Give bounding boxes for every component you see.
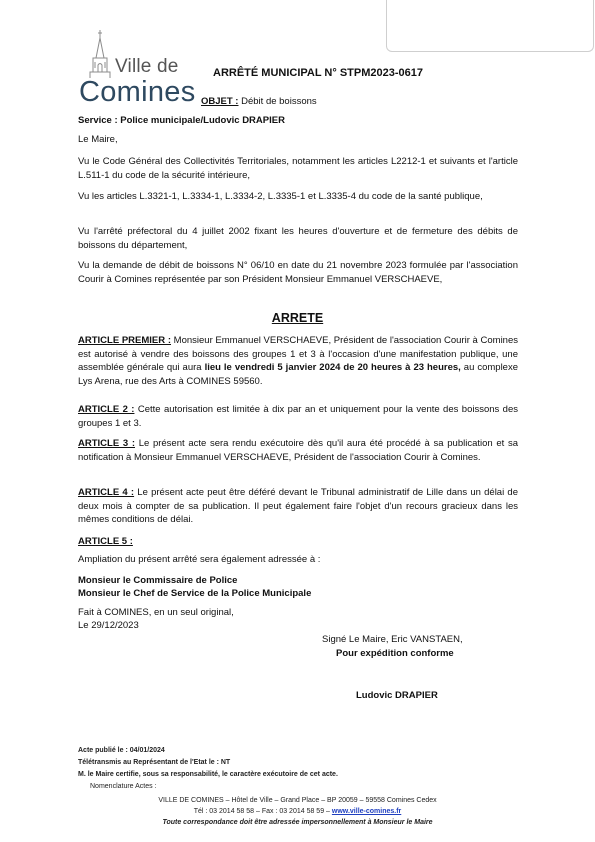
expedition-conforme: Pour expédition conforme <box>336 648 454 659</box>
vu-paragraph-4: Vu la demande de débit de boissons N° 06/10 en date du 21 novembre 2023 formulée par l'association Courir à Comines représentée par son Président Monsieur Emmanuel VERSCHAEVE, <box>78 260 518 285</box>
objet-label: OBJET : <box>201 96 239 107</box>
footer-contact <box>0 808 595 815</box>
destinataire-2: Monsieur le Chef de Service de la Police Municipale <box>78 588 312 599</box>
vu-paragraph-3: Vu l'arrêté préfectoral du 4 juillet 2002 fixant les heures d'ouverture et de fermeture des débits de boissons du département, <box>78 226 518 251</box>
article-4 <box>78 486 518 527</box>
article-premier-date: lieu le vendredi 5 janvier 2024 de 20 heures à 23 heures, <box>204 362 461 373</box>
article-4-text: Le présent acte peut être déféré devant le Tribunal administratif de Lille dans un délai de deux mois à compter de sa publication. Il peut également faire l'objet d'un recours gracieux dans les mêmes conditions de délai. <box>78 487 518 525</box>
objet-text: Débit de boissons <box>238 96 317 107</box>
article-premier <box>78 334 518 388</box>
logo-comines-text: Comines <box>79 76 196 108</box>
ampliation-line: Ampliation du présent arrêté sera également adressée à : <box>78 554 321 565</box>
footer-publie: Acte publié le : 04/01/2024 <box>78 747 165 754</box>
le-maire: Le Maire, <box>78 134 118 145</box>
objet-line <box>201 96 317 107</box>
article-3-text: Le présent acte sera rendu exécutoire dès qu'il aura été procédé à sa publication et sa notification à Monsieur Emmanuel VERSCHAEVE, Président de l'association Courir à Comines. <box>78 438 519 463</box>
document-title: ARRÊTÉ MUNICIPAL N° STPM2023-0617 <box>213 67 423 79</box>
footer-tel-fax: Tél : 03 2014 58 58 – Fax : 03 2014 58 59 – <box>193 808 332 815</box>
fait-a-comines: Fait à COMINES, en un seul original, <box>78 607 234 618</box>
article-3-label: ARTICLE 3 : <box>78 438 135 449</box>
service-line: Service : Police municipale/Ludovic DRAPIER <box>78 115 285 126</box>
article-3 <box>78 437 518 464</box>
footer-teletransmis: Télétransmis au Représentant de l'Etat le : NT <box>78 759 231 766</box>
footer-correspondance: Toute correspondance doit être adressée impersonnellement à Monsieur le Maire <box>162 819 433 826</box>
date-line: Le 29/12/2023 <box>78 620 139 631</box>
article-premier-text: Monsieur Emmanuel VERSCHAEVE, Président de l'association Courir à Comines est autorisé à vendre des boissons des groupes 1 et 3 à l'occasion d'une manifestation publique, une assemblée générale qui aura <box>78 335 518 373</box>
article-premier-place: au complexe Lys Arena, rue des Arts à COMINES 59560. <box>78 362 518 387</box>
footer-certifie: M. le Maire certifie, sous sa responsabilité, le caractère exécutoire de cet acte. <box>78 771 338 778</box>
article-2-label: ARTICLE 2 : <box>78 404 135 415</box>
footer-nomenclature: Nomenclature Actes : <box>90 783 157 790</box>
article-2-text: Cette autorisation est limitée à dix par an et uniquement pour la vente des boissons des groupes 1 et 3. <box>78 404 519 429</box>
article-2 <box>78 403 518 430</box>
signataire-name: Ludovic DRAPIER <box>356 690 438 701</box>
stamp-box <box>386 0 594 52</box>
footer-address: VILLE DE COMINES – Hôtel de Ville – Grand Place – BP 20059 – 59558 Comines Cedex <box>158 797 437 804</box>
website-link[interactable]: www.ville-comines.fr <box>331 808 402 815</box>
vu-paragraph-1: Vu le Code Général des Collectivités Territoriales, notamment les articles L2212-1 et suivants et l'article L.511-1 du code de la sécurité intérieure, <box>78 156 518 181</box>
signature-maire: Signé Le Maire, Eric VANSTAEN, <box>322 634 463 645</box>
arrete-heading: ARRETE <box>271 311 324 325</box>
article-5-label: ARTICLE 5 : <box>78 536 133 547</box>
article-4-label: ARTICLE 4 : <box>78 487 135 498</box>
article-5 <box>78 535 518 549</box>
vu-paragraph-2: Vu les articles L.3321-1, L.3334-1, L.3334-2, L.3335-1 et L.3335-4 du code de la santé publique, <box>78 191 483 202</box>
destinataire-1: Monsieur le Commissaire de Police <box>78 575 238 586</box>
article-premier-label: ARTICLE PREMIER : <box>78 335 171 346</box>
logo-ville-text: Ville de <box>115 56 179 77</box>
